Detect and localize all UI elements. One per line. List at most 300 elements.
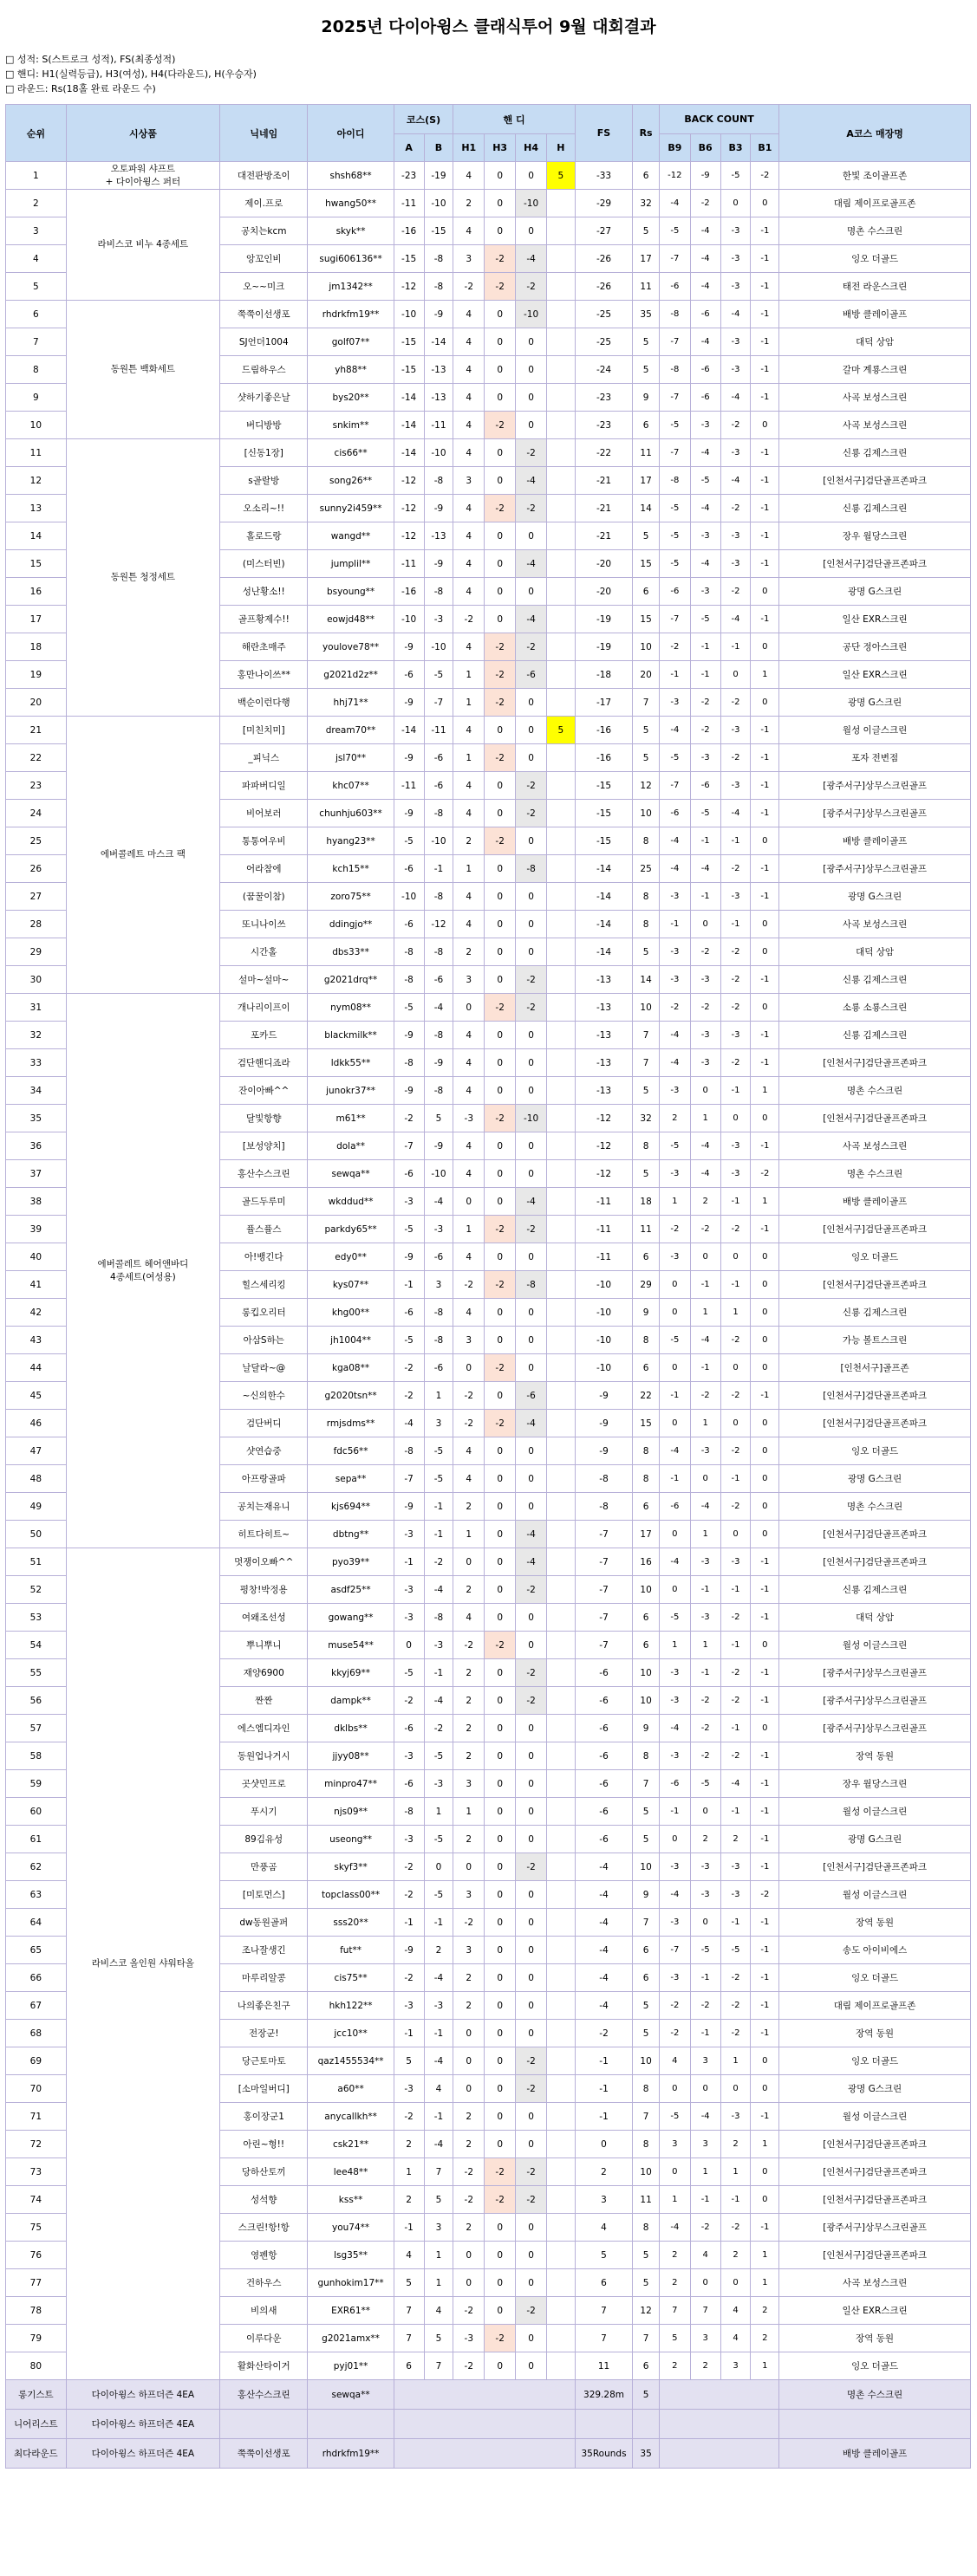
cell-b6: 0 (690, 1243, 720, 1271)
cell-h3: -2 (485, 633, 516, 661)
cell-h4: 0 (516, 1632, 547, 1659)
cell-a: -2 (394, 1687, 424, 1715)
cell-b6: -4 (690, 328, 720, 356)
header-backcount: BACK COUNT (659, 105, 778, 134)
cell-id: topclass00** (308, 1881, 394, 1909)
cell-b9: 2 (659, 1105, 690, 1132)
cell-b6: -9 (690, 162, 720, 190)
cell-a: -9 (394, 1243, 424, 1271)
cell-h3: 0 (485, 1659, 516, 1687)
cell-h (547, 1853, 576, 1881)
cell-h3: 0 (485, 356, 516, 384)
cell-a: -5 (394, 1659, 424, 1687)
cell-b: -3 (424, 1992, 453, 2020)
cell-id: lsg35** (308, 2242, 394, 2269)
cell-h1: 4 (453, 412, 485, 439)
cell-store: 태전 라운스크린 (779, 273, 971, 301)
award-id: sewqa** (308, 2380, 394, 2410)
cell-rs: 14 (633, 495, 660, 522)
cell-b1: -1 (751, 467, 779, 495)
cell-id: dream70** (308, 717, 394, 744)
cell-store: 일산 EXR스크린 (779, 2297, 971, 2325)
cell-b1: -1 (751, 2103, 779, 2131)
cell-b6: -4 (690, 495, 720, 522)
award-blank (394, 2410, 575, 2439)
cell-h1: 4 (453, 1132, 485, 1160)
cell-b9: -7 (659, 328, 690, 356)
cell-id: csk21** (308, 2131, 394, 2158)
cell-b1: 0 (751, 938, 779, 966)
cell-fs: -18 (575, 661, 633, 689)
cell-h1: 0 (453, 994, 485, 1022)
cell-b6: -2 (690, 689, 720, 717)
cell-h4: 0 (516, 1327, 547, 1354)
cell-rank: 9 (6, 384, 67, 412)
cell-rank: 50 (6, 1521, 67, 1548)
cell-h (547, 1437, 576, 1465)
cell-nick: 홀로드랑 (220, 522, 308, 550)
cell-b: -5 (424, 1742, 453, 1770)
cell-rank: 66 (6, 1964, 67, 1992)
cell-nick: SJ언더1004 (220, 328, 308, 356)
cell-b1: -1 (751, 1992, 779, 2020)
cell-id: g2021drq** (308, 966, 394, 994)
cell-h1: 4 (453, 356, 485, 384)
cell-h (547, 245, 576, 273)
cell-b6: -4 (690, 855, 720, 883)
cell-id: blackmilk** (308, 1022, 394, 1049)
cell-rank: 3 (6, 217, 67, 245)
cell-rank: 72 (6, 2131, 67, 2158)
cell-id: g2021amx** (308, 2325, 394, 2352)
cell-id: kch15** (308, 855, 394, 883)
cell-store: [인천서구]검단골프존파크 (779, 1049, 971, 1077)
prize-group: 동원튼 백화세트 (66, 301, 219, 439)
cell-b: -14 (424, 328, 453, 356)
cell-b6: -2 (690, 1742, 720, 1770)
cell-h4: 0 (516, 1437, 547, 1465)
cell-nick: 또니나이쓰 (220, 911, 308, 938)
cell-b: -10 (424, 190, 453, 217)
cell-b3: -3 (720, 217, 751, 245)
cell-rs: 6 (633, 162, 660, 190)
cell-b3: 0 (720, 2269, 751, 2297)
cell-b: -8 (424, 1022, 453, 1049)
cell-fs: -11 (575, 1216, 633, 1243)
legend-round: □ 라운드: Rs(18홀 완료 라운드 수) (5, 83, 156, 94)
cell-b9: -3 (659, 1687, 690, 1715)
cell-h3: 0 (485, 1715, 516, 1742)
cell-h4: 0 (516, 2325, 547, 2352)
cell-h3: -2 (485, 827, 516, 855)
cell-h1: 2 (453, 1687, 485, 1715)
cell-rs: 15 (633, 606, 660, 633)
cell-store: 잉오 더골드 (779, 1964, 971, 1992)
cell-b6: 0 (690, 1798, 720, 1826)
cell-nick: 오소리~!! (220, 495, 308, 522)
cell-fs: -14 (575, 938, 633, 966)
cell-b: 1 (424, 1798, 453, 1826)
cell-b: -1 (424, 1493, 453, 1521)
cell-store: 명촌 수스크린 (779, 1160, 971, 1188)
award-blank (394, 2439, 575, 2469)
cell-b3: -3 (720, 1160, 751, 1188)
cell-store: 장역 동원 (779, 2325, 971, 2352)
cell-b6: 3 (690, 2047, 720, 2075)
cell-h3: 0 (485, 2131, 516, 2158)
cell-h (547, 855, 576, 883)
cell-h (547, 911, 576, 938)
cell-b1: -1 (751, 1826, 779, 1853)
cell-b3: -3 (720, 772, 751, 800)
cell-rs: 10 (633, 1687, 660, 1715)
cell-store: 잉오 더골드 (779, 2047, 971, 2075)
cell-h (547, 1770, 576, 1798)
cell-store: 배방 클레이골프 (779, 301, 971, 328)
cell-nick: 아프랑골파 (220, 1465, 308, 1493)
cell-h3: 0 (485, 1742, 516, 1770)
cell-nick: 어라참에 (220, 855, 308, 883)
cell-id: muse54** (308, 1632, 394, 1659)
award-store (779, 2410, 971, 2439)
cell-h1: 4 (453, 162, 485, 190)
cell-id: rhdrkfm19** (308, 301, 394, 328)
cell-b: -9 (424, 495, 453, 522)
cell-b6: -5 (690, 1770, 720, 1798)
cell-h3: 0 (485, 439, 516, 467)
cell-store: 포자 전변점 (779, 744, 971, 772)
cell-h4: 0 (516, 883, 547, 911)
cell-b3: 1 (720, 2158, 751, 2186)
cell-id: jsl70** (308, 744, 394, 772)
cell-rank: 76 (6, 2242, 67, 2269)
cell-h1: 4 (453, 717, 485, 744)
cell-b3: 2 (720, 1826, 751, 1853)
cell-h4: 0 (516, 217, 547, 245)
cell-b3: -5 (720, 162, 751, 190)
cell-rank: 77 (6, 2269, 67, 2297)
cell-b9: -4 (659, 1437, 690, 1465)
cell-b3: -1 (720, 1188, 751, 1216)
cell-b3: -1 (720, 1632, 751, 1659)
cell-h (547, 744, 576, 772)
cell-b6: -3 (690, 1604, 720, 1632)
cell-h4: 0 (516, 938, 547, 966)
cell-h4: -2 (516, 966, 547, 994)
cell-h1: 4 (453, 217, 485, 245)
cell-store: [인천서구]검단골프존파크 (779, 1548, 971, 1576)
cell-b9: -3 (659, 938, 690, 966)
cell-b: -4 (424, 1188, 453, 1216)
cell-b9: -1 (659, 1382, 690, 1410)
cell-nick: 골프황제수!! (220, 606, 308, 633)
cell-id: sunny2i459** (308, 495, 394, 522)
cell-fs: -21 (575, 495, 633, 522)
cell-rank: 18 (6, 633, 67, 661)
cell-id: bsyoung** (308, 578, 394, 606)
header-h1: H1 (453, 134, 485, 162)
cell-a: -11 (394, 550, 424, 578)
header-b3: B3 (720, 134, 751, 162)
cell-b: -9 (424, 550, 453, 578)
cell-rank: 36 (6, 1132, 67, 1160)
cell-store: [인천서구]검단골프존파크 (779, 1410, 971, 1437)
cell-a: 6 (394, 2352, 424, 2380)
cell-rank: 54 (6, 1632, 67, 1659)
cell-id: youlove78** (308, 633, 394, 661)
cell-b1: 0 (751, 633, 779, 661)
cell-b9: -2 (659, 1216, 690, 1243)
legend (5, 52, 977, 104)
cell-b3: 4 (720, 2297, 751, 2325)
result-row (6, 301, 971, 328)
cell-h1: 4 (453, 633, 485, 661)
cell-id: khg00** (308, 1299, 394, 1327)
cell-h3: 0 (485, 1909, 516, 1937)
cell-h3: 0 (485, 2047, 516, 2075)
cell-h4: -4 (516, 550, 547, 578)
cell-rank: 71 (6, 2103, 67, 2131)
cell-store: 대림 제이프로골프존 (779, 1992, 971, 2020)
cell-h1: 4 (453, 550, 485, 578)
cell-h1: -2 (453, 1382, 485, 1410)
cell-h1: 4 (453, 1160, 485, 1188)
cell-h1: 2 (453, 938, 485, 966)
cell-fs: -1 (575, 2047, 633, 2075)
cell-h (547, 661, 576, 689)
cell-h4: 0 (516, 356, 547, 384)
cell-h (547, 2103, 576, 2131)
legend-score: □ 성적: S(스트로크 성적), FS(최종성적) (5, 54, 176, 65)
cell-b9: 0 (659, 1410, 690, 1437)
cell-b6: -1 (690, 633, 720, 661)
cell-h1: 4 (453, 495, 485, 522)
cell-nick: dw동원골퍼 (220, 1909, 308, 1937)
cell-h1: 4 (453, 883, 485, 911)
cell-b6: -3 (690, 578, 720, 606)
cell-h1: 3 (453, 1770, 485, 1798)
cell-fs: -6 (575, 1770, 633, 1798)
cell-b3: 2 (720, 2242, 751, 2269)
cell-h1: 2 (453, 1576, 485, 1604)
cell-a: -10 (394, 606, 424, 633)
cell-nick: 공치는재유니 (220, 1493, 308, 1521)
cell-b3: -3 (720, 883, 751, 911)
cell-id: dampk** (308, 1687, 394, 1715)
cell-rank: 26 (6, 855, 67, 883)
cell-a: -8 (394, 1798, 424, 1826)
cell-b1: -1 (751, 1687, 779, 1715)
cell-fs: -21 (575, 522, 633, 550)
cell-rank: 15 (6, 550, 67, 578)
cell-h4: 0 (516, 2242, 547, 2269)
cell-b1: 0 (751, 1632, 779, 1659)
header-fs: FS (575, 105, 633, 162)
cell-h (547, 1049, 576, 1077)
cell-h3: 0 (485, 1770, 516, 1798)
cell-nick: [신동1장] (220, 439, 308, 467)
cell-store: [광주서구]상무스크린골프 (779, 772, 971, 800)
cell-id: dbs33** (308, 938, 394, 966)
cell-b6: -2 (690, 2214, 720, 2242)
cell-b6: 4 (690, 2242, 720, 2269)
cell-store: 대덕 상암 (779, 1604, 971, 1632)
cell-nick: 곳샷민프로 (220, 1770, 308, 1798)
award-rs: 5 (633, 2380, 660, 2410)
cell-h4: -4 (516, 467, 547, 495)
cell-nick: 잔이아빠^^ (220, 1077, 308, 1105)
cell-b6: -4 (690, 273, 720, 301)
cell-rs: 25 (633, 855, 660, 883)
cell-store: 신룡 김제스크린 (779, 495, 971, 522)
cell-b6: -4 (690, 439, 720, 467)
cell-h (547, 772, 576, 800)
cell-b6: -4 (690, 1327, 720, 1354)
cell-h (547, 1105, 576, 1132)
cell-id: jumplil** (308, 550, 394, 578)
cell-id: fut** (308, 1937, 394, 1964)
cell-id: minpro47** (308, 1770, 394, 1798)
cell-b3: -2 (720, 1992, 751, 2020)
cell-h (547, 1327, 576, 1354)
cell-b6: 1 (690, 1299, 720, 1327)
cell-h1: 4 (453, 384, 485, 412)
cell-b6: -4 (690, 1160, 720, 1188)
cell-id: eowjd48** (308, 606, 394, 633)
cell-h (547, 1216, 576, 1243)
cell-h3: -2 (485, 994, 516, 1022)
cell-rank: 34 (6, 1077, 67, 1105)
cell-rs: 11 (633, 2186, 660, 2214)
cell-b9: -3 (659, 1853, 690, 1881)
cell-store: [광주서구]상무스크린골프 (779, 1687, 971, 1715)
cell-h4: 0 (516, 1992, 547, 2020)
cell-a: 5 (394, 2047, 424, 2075)
cell-h (547, 190, 576, 217)
cell-nick: 조나잘생긴 (220, 1937, 308, 1964)
cell-h3: -2 (485, 245, 516, 273)
cell-h4: 0 (516, 1604, 547, 1632)
cell-b6: -2 (690, 1715, 720, 1742)
cell-b1: -1 (751, 2214, 779, 2242)
cell-id: useong** (308, 1826, 394, 1853)
cell-id: nym08** (308, 994, 394, 1022)
cell-a: -1 (394, 1909, 424, 1937)
prize-group: 에버콜레트 마스크 팩 (66, 717, 219, 994)
cell-fs: -6 (575, 1798, 633, 1826)
cell-rs: 8 (633, 911, 660, 938)
cell-b: -8 (424, 245, 453, 273)
cell-b: -13 (424, 384, 453, 412)
cell-fs: 4 (575, 2214, 633, 2242)
cell-fs: -7 (575, 1604, 633, 1632)
cell-b1: 0 (751, 1715, 779, 1742)
cell-id: g2020tsn** (308, 1382, 394, 1410)
cell-h4: 0 (516, 744, 547, 772)
award-row (6, 2439, 971, 2469)
cell-b9: 0 (659, 1299, 690, 1327)
header-b1: B1 (751, 134, 779, 162)
cell-h4: -2 (516, 772, 547, 800)
cell-store: [인천서구]검단골프존파크 (779, 1521, 971, 1548)
cell-rank: 43 (6, 1327, 67, 1354)
cell-h3: -2 (485, 2186, 516, 2214)
cell-h1: 4 (453, 328, 485, 356)
cell-a: -4 (394, 1410, 424, 1437)
cell-b: -3 (424, 1632, 453, 1659)
cell-rs: 6 (633, 1354, 660, 1382)
cell-b3: -3 (720, 1132, 751, 1160)
cell-b1: 0 (751, 1521, 779, 1548)
cell-rs: 8 (633, 2075, 660, 2103)
cell-b3: -2 (720, 1493, 751, 1521)
cell-b: -19 (424, 162, 453, 190)
cell-b9: -7 (659, 772, 690, 800)
cell-b9: -1 (659, 911, 690, 938)
cell-b6: -3 (690, 966, 720, 994)
cell-rs: 5 (633, 717, 660, 744)
cell-b6: 0 (690, 2269, 720, 2297)
cell-fs: -23 (575, 384, 633, 412)
cell-rs: 7 (633, 1770, 660, 1798)
cell-a: -8 (394, 938, 424, 966)
cell-b1: 0 (751, 689, 779, 717)
cell-h3: 0 (485, 1826, 516, 1853)
cell-b3: -2 (720, 1382, 751, 1410)
cell-h4: -2 (516, 273, 547, 301)
cell-b3: 0 (720, 661, 751, 689)
cell-b9: -5 (659, 217, 690, 245)
cell-fs: -13 (575, 1022, 633, 1049)
cell-b3: -2 (720, 1659, 751, 1687)
cell-b1: 0 (751, 1410, 779, 1437)
cell-b9: 0 (659, 1826, 690, 1853)
cell-rank: 62 (6, 1853, 67, 1881)
cell-b9: -2 (659, 994, 690, 1022)
cell-b3: -3 (720, 439, 751, 467)
cell-h4: -2 (516, 994, 547, 1022)
cell-b9: -6 (659, 1493, 690, 1521)
cell-b6: -1 (690, 883, 720, 911)
cell-h1: 0 (453, 2047, 485, 2075)
cell-b1: 0 (751, 1354, 779, 1382)
cell-b9: -7 (659, 439, 690, 467)
cell-b1: -1 (751, 800, 779, 827)
cell-rs: 6 (633, 1964, 660, 1992)
cell-b3: -3 (720, 1881, 751, 1909)
cell-b9: -5 (659, 1604, 690, 1632)
cell-rs: 14 (633, 966, 660, 994)
cell-a: -6 (394, 1715, 424, 1742)
cell-rank: 29 (6, 938, 67, 966)
cell-id: jh1004** (308, 1327, 394, 1354)
cell-rs: 5 (633, 217, 660, 245)
cell-h3: 0 (485, 578, 516, 606)
cell-id: gowang** (308, 1604, 394, 1632)
cell-rank: 56 (6, 1687, 67, 1715)
cell-a: -16 (394, 578, 424, 606)
award-rs (633, 2410, 660, 2439)
cell-rank: 47 (6, 1437, 67, 1465)
cell-b: -6 (424, 1243, 453, 1271)
cell-fs: -9 (575, 1437, 633, 1465)
cell-b1: -1 (751, 855, 779, 883)
cell-a: -9 (394, 633, 424, 661)
cell-b1: 1 (751, 2352, 779, 2380)
header-h4: H4 (516, 134, 547, 162)
cell-id: kga08** (308, 1354, 394, 1382)
cell-b3: -2 (720, 994, 751, 1022)
